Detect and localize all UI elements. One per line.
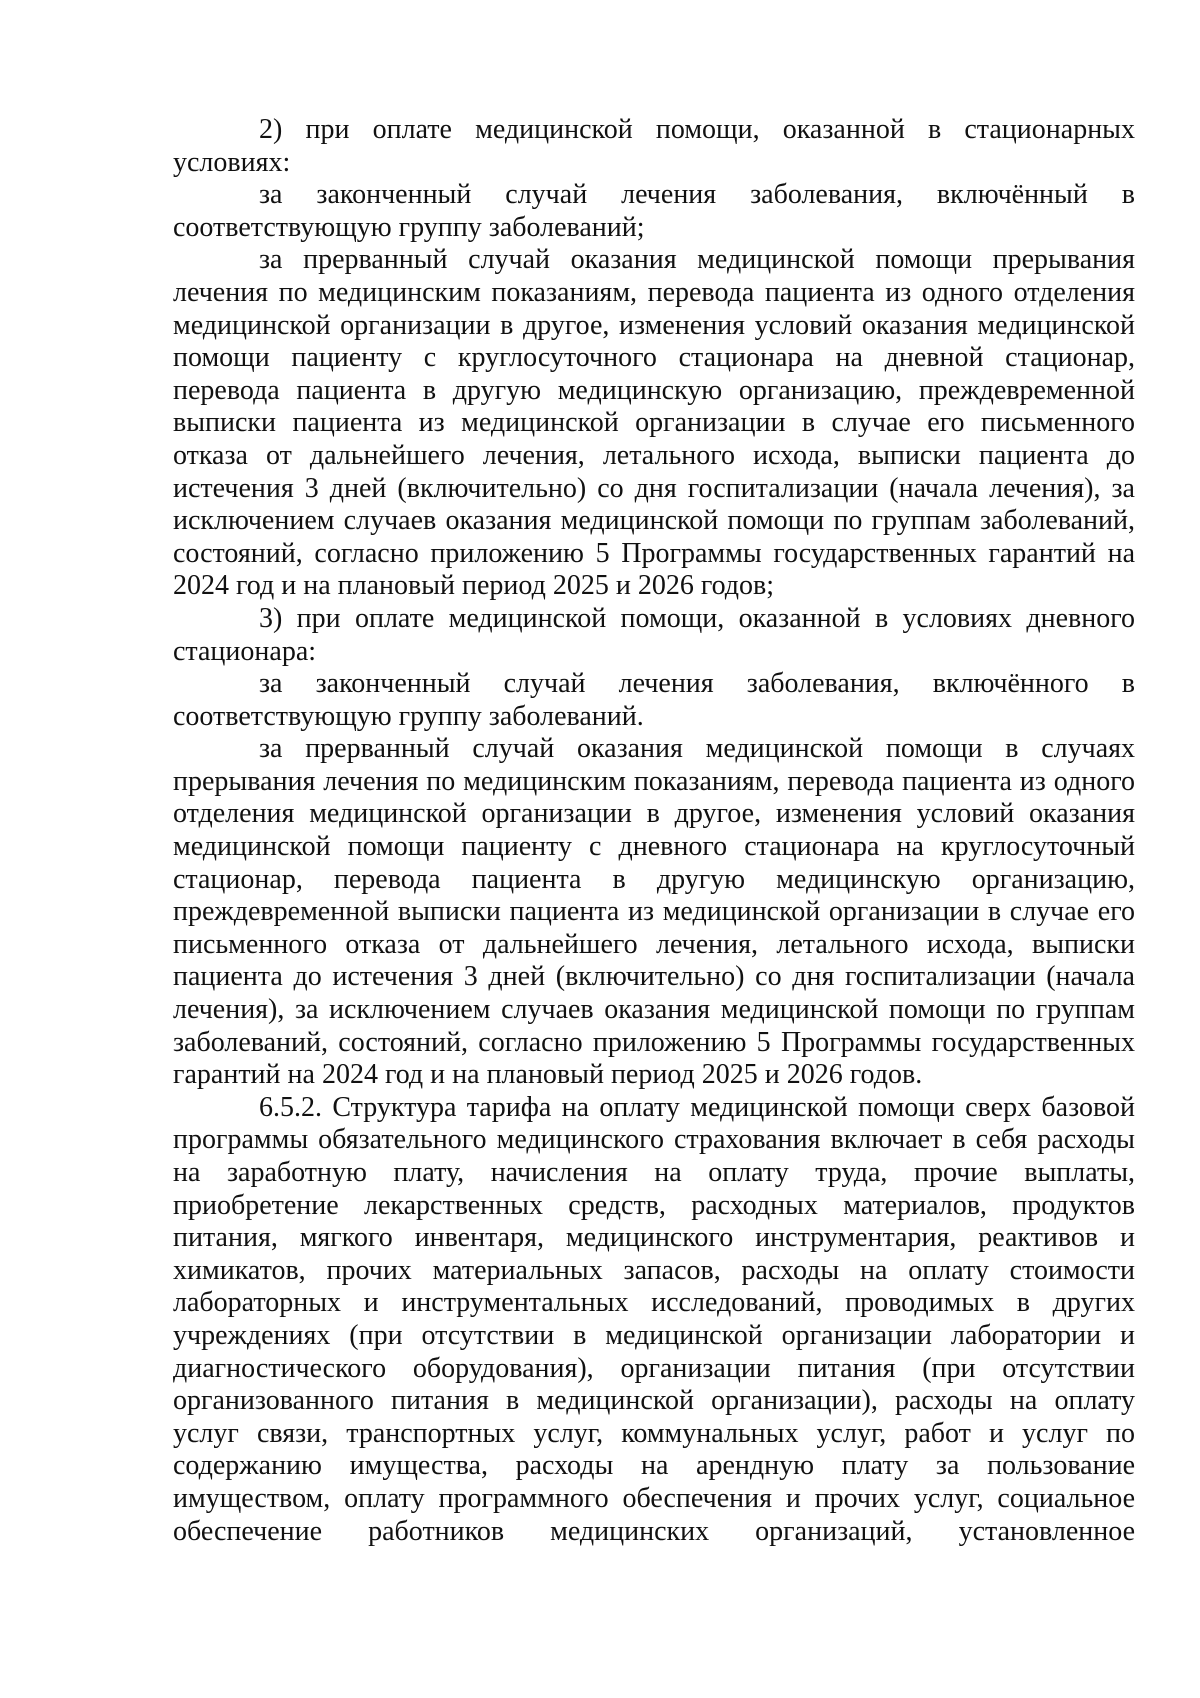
paragraph-tariff-structure: 6.5.2. Структура тарифа на оплату медицинской помощи сверх базовой программы обязательного медицинского страхования включает в себя расходы на заработную плату, начисления на оплату труда, прочие выплаты, приобретение лекарственных средств, расходных материалов, продуктов питания, мягкого инвентаря, медицинского инструментария, реактивов и химикатов, прочих материальных запасов, расходы на оплату стоимости лабораторных и инструментальных исследований, проводимых в других учреждениях (при отсутствии в медицинской организации лаборатории и диагностического оборудования), организации питания (при отсутствии организованного питания в медицинской организации), расходы на оплату услуг связи, транспортных услуг, коммунальных услуг, работ и услуг по содержанию имущества, расходы на арендную плату за пользование имуществом, оплату программного обеспечения и прочих услуг, социальное обеспечение работников медицинских организаций, установленное (173, 1091, 1135, 1547)
paragraph-day-hospital-completed-case: за законченный случай лечения заболевания, включённого в соответствующую группу заболеваний. (173, 668, 1135, 732)
paragraph-inpatient-completed-case: за законченный случай лечения заболевания, включённый в соответствующую группу заболеваний; (173, 179, 1135, 243)
paragraph-day-hospital-interrupted-case: за прерванный случай оказания медицинской помощи в случаях прерывания лечения по медицинским показаниям, перевода пациента из одного отделения медицинской организации в другое, изменения условий оказания медицинской помощи пациенту с дневного стационара на круглосуточный стационар, перевода пациента в другую медицинскую организацию, преждевременной выписки пациента из медицинской организации в случае его письменного отказа от дальнейшего лечения, летального исхода, выписки пациента до истечения 3 дней (включительно) со дня госпитализации (начала лечения), за исключением случаев оказания медицинской помощи по группам заболеваний, состояний, согласно приложению 5 Программы государственных гарантий на 2024 год и на плановый период 2025 и 2026 годов. (173, 733, 1135, 1091)
paragraph-inpatient-interrupted-case: за прерванный случай оказания медицинской помощи прерывания лечения по медицинским показаниям, перевода пациента из одного отделения медицинской организации в другое, изменения условий оказания медицинской помощи пациенту с круглосуточного стационара на дневной стационар, перевода пациента в другую медицинскую организацию, преждевременной выписки пациента из медицинской организации в случае его письменного отказа от дальнейшего лечения, летального исхода, выписки пациента до истечения 3 дней (включительно) со дня госпитализации (начала лечения), за исключением случаев оказания медицинской помощи по группам заболеваний, состояний, согласно приложению 5 Программы государственных гарантий на 2024 год и на плановый период 2025 и 2026 годов; (173, 244, 1135, 602)
paragraph-inpatient-payment: 2) при оплате медицинской помощи, оказанной в стационарных условиях: (173, 114, 1135, 178)
document-body (173, 114, 1135, 1548)
paragraph-day-hospital-payment: 3) при оплате медицинской помощи, оказанной в условиях дневного стационара: (173, 602, 1135, 667)
